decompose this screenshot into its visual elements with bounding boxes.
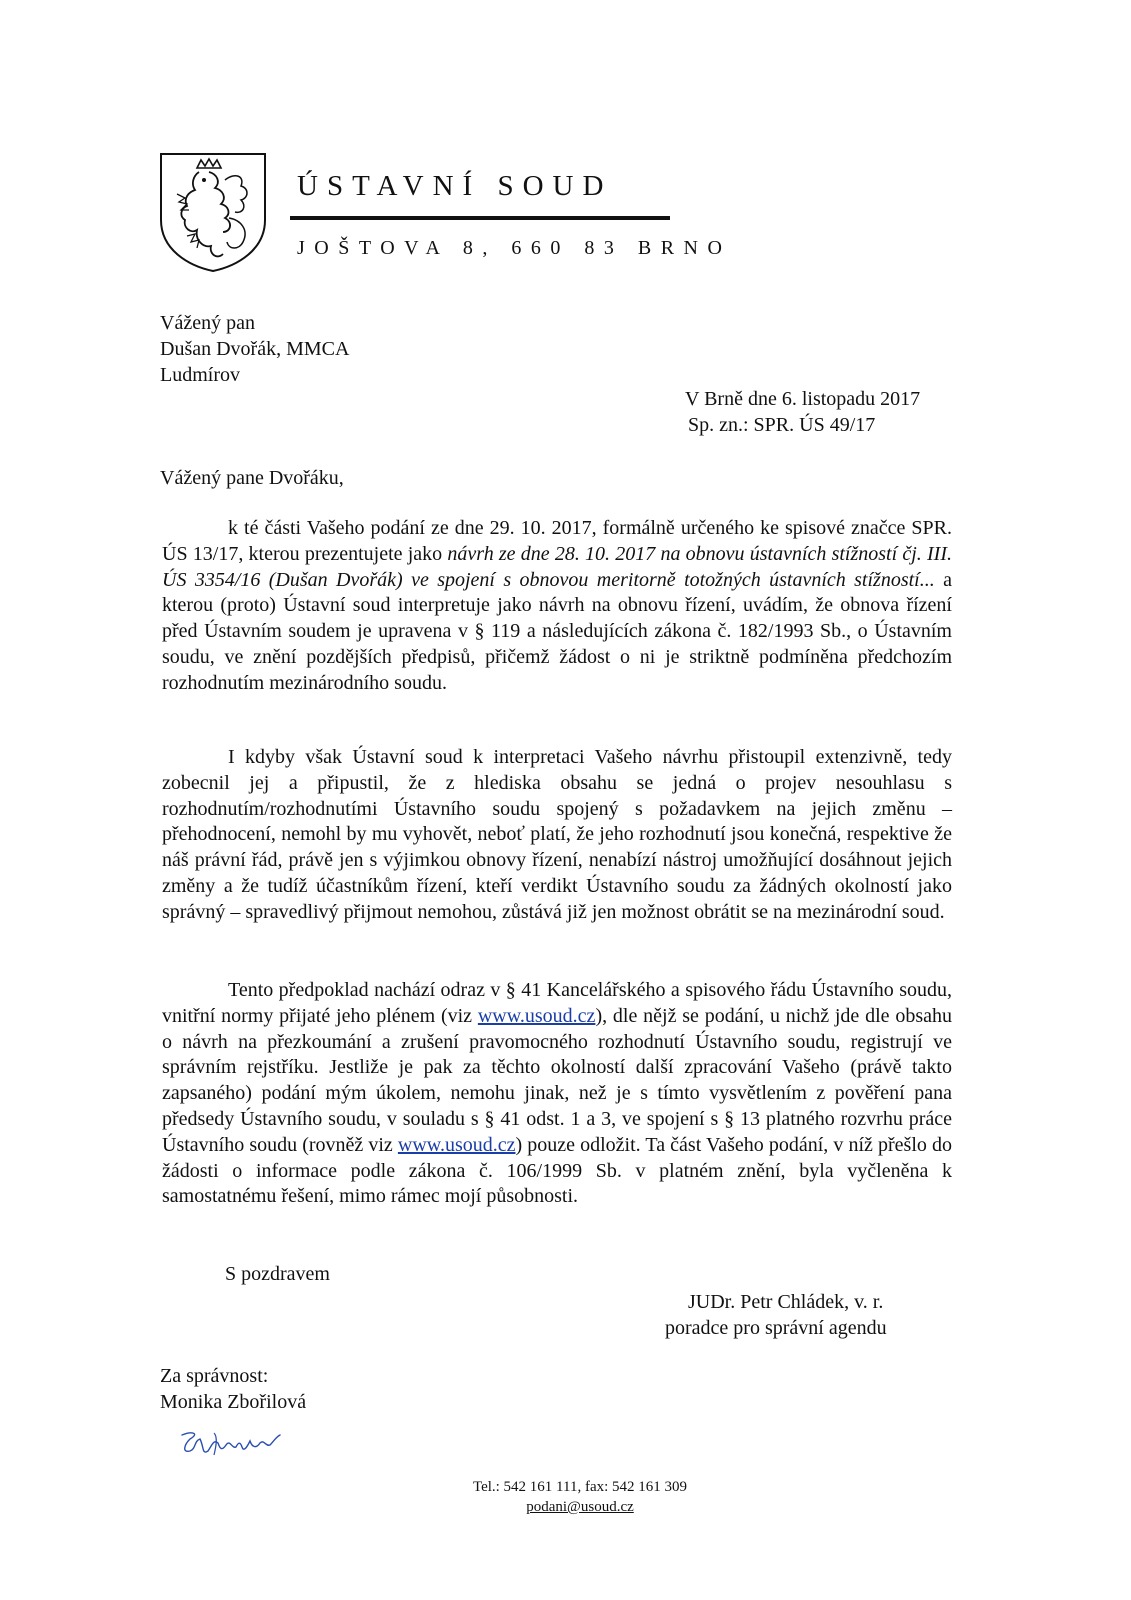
court-name: ÚSTAVNÍ SOUD bbox=[297, 170, 613, 202]
greeting: Vážený pane Dvořáku, bbox=[160, 467, 344, 489]
p3-text-end: ) pouze odložit. Ta část Vašeho podání, v níž přešlo do žádosti o informace podle zákona č. 106/1999 Sb. v platném znění, byla vyčleněna k samostatnému řešení, mimo rámec mojí působnosti. bbox=[162, 1133, 952, 1208]
p3-text-start: Tento předpoklad nachází odraz v § 41 Kancelářského a spisového řádu Ústavního soudu, vnitřní normy přijaté jeho plénem (viz bbox=[162, 979, 952, 1027]
body-paragraph-2 bbox=[162, 745, 952, 926]
usoud-link-2[interactable]: www.usoud.cz bbox=[397, 1133, 516, 1156]
p3-text-middle: ), dle nějž se podání, u nichž jde dle obsahu o návrh na přezkoumání a zrušení pravomocného rozhodnutí Ústavního soudu, registrují ve správním rejstříku. Jestliže je pak za těchto okolností další zpracování Vašeho (právě takto zapsaného) podání mým úkolem, nemohu jinak, než je s tímto vysvětlením z pověření pana předsedy Ústavního soudu, v souladu s § 41 odst. 1 a 3, ve spojení s § 13 platného rozvrhu práce Ústavního soudu (rovněž viz bbox=[162, 1004, 953, 1156]
recipient-name: Dušan Dvořák, MMCA bbox=[160, 338, 350, 360]
signatory-role: poradce pro správní agendu bbox=[665, 1317, 887, 1339]
p1-text-end: a kterou (proto) Ústavní soud interpretuje jako návrh na obnovu řízení, uvádím, že obnova řízení před Ústavním soudem je upravena v § 119 a následujících zákona č. 182/1993 Sb., o Ústavním soudu, ve znění pozdějších předpisů, přičemž žádost o ni je striktně podmíněna předchozím rozhodnutím mezinárodního soudu. bbox=[162, 568, 952, 694]
court-crest-icon bbox=[157, 150, 269, 274]
recipient-salutation-line: Vážený pan bbox=[160, 312, 255, 334]
footer-contact: Tel.: 542 161 111, fax: 542 161 309 bbox=[472, 1479, 688, 1495]
verification-name: Monika Zbořilová bbox=[160, 1391, 307, 1413]
recipient-place: Ludmírov bbox=[160, 364, 240, 386]
letter-date: V Brně dne 6. listopadu 2017 bbox=[685, 388, 921, 410]
footer-email[interactable]: podani@usoud.cz bbox=[526, 1499, 634, 1515]
verification-label: Za správnost: bbox=[160, 1365, 269, 1387]
signatory-name: JUDr. Petr Chládek, v. r. bbox=[688, 1291, 884, 1313]
p1-quoted-proposal: návrh ze dne 28. 10. 2017 na obnovu ústavních stížností čj. III. ÚS 3354/16 (Dušan Dvořák) ve spojení s obnovou meritorně totožných ústavních stížností... bbox=[162, 542, 952, 591]
closing: S pozdravem bbox=[225, 1263, 330, 1285]
body-paragraph-3 bbox=[162, 978, 952, 1210]
letterhead-divider bbox=[290, 216, 670, 220]
body-paragraph-1 bbox=[162, 516, 952, 697]
p2-text: I kdyby však Ústavní soud k interpretaci Vašeho návrhu přistoupil extenzivně, tedy zobecnil jej a připustil, že z hlediska obsahu se jedná o projev nesouhlasu s rozhodnutím/rozhodnutími Ústavního soudu spojený s požadavkem na jejich změnu – přehodnocení, nemohl by mu vyhovět, neboť platí, že jeho rozhodnutí jsou konečná, respektive že náš právní řád, právě jen s výjimkou obnovy řízení, nenabízí nástroj umožňující dosáhnout jejich změny a že tudíž účastníkům řízení, kteří verdikt Ústavního soudu za žádných okolností jako správný – spravedlivý přijmout nemohou, zůstává již jen možnost obrátit se na mezinárodní soud. bbox=[162, 746, 952, 923]
usoud-link-1[interactable]: www.usoud.cz bbox=[477, 1004, 596, 1027]
p1-text-start: k té části Vašeho podání ze dne 29. 10. 2017, formálně určeného ke spisové značce SPR. ÚS 13/17, kterou prezentujete jako bbox=[162, 517, 952, 565]
reference-number: Sp. zn.: SPR. ÚS 49/17 bbox=[688, 414, 876, 436]
handwritten-signature bbox=[178, 1427, 284, 1461]
court-address: JOŠTOVA 8, 660 83 BRNO bbox=[297, 237, 732, 259]
